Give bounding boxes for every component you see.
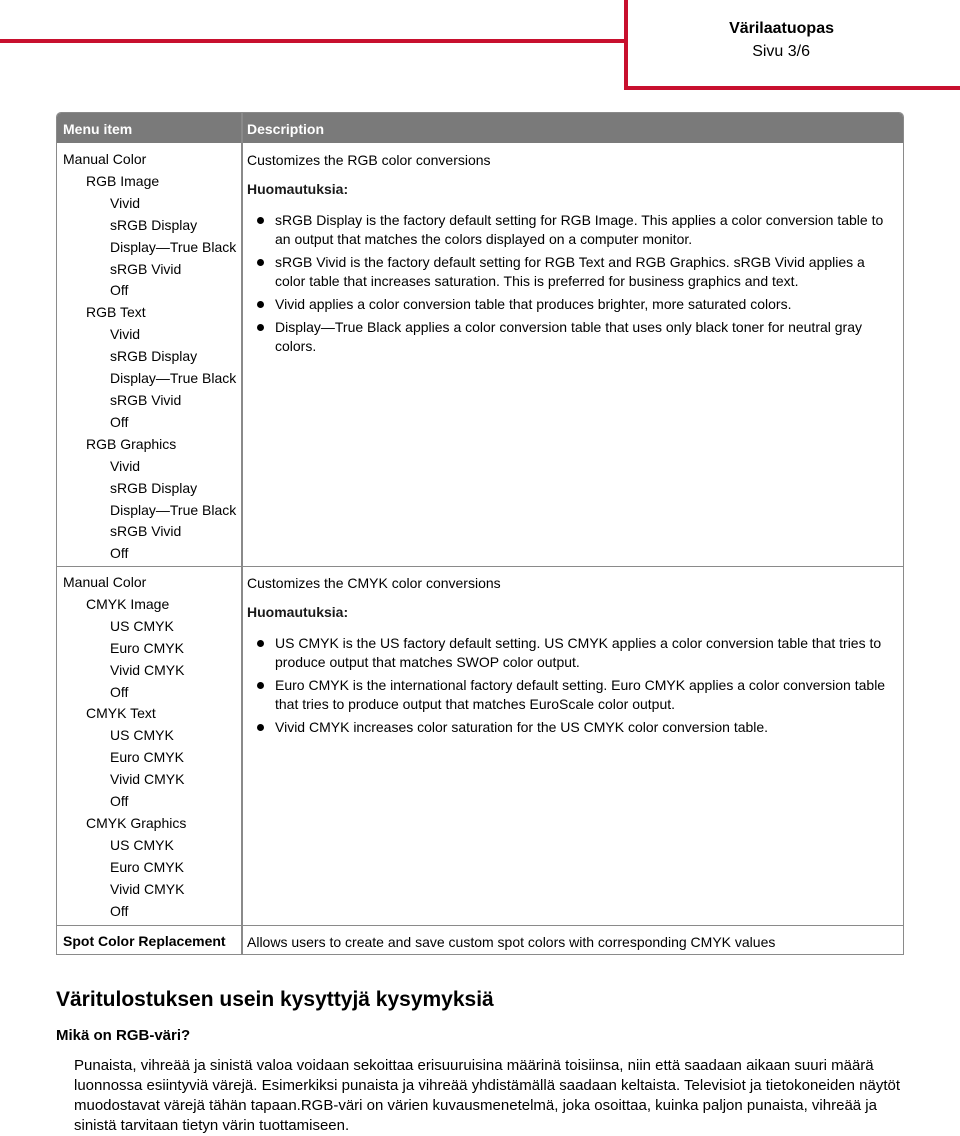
menu-option: Vivid CMYK xyxy=(110,771,185,788)
menu-option: Vivid xyxy=(110,194,141,211)
menu-option: sRGB Vivid xyxy=(110,391,182,408)
menu-item: RGB Image xyxy=(86,172,160,189)
note-text: Euro CMYK is the international factory default setting. Euro CMYK applies a color conversion table that tries to produce output that matches EuroScale color output. xyxy=(275,677,886,712)
menu-option: sRGB Display xyxy=(110,479,198,496)
menu-item: RGB Text xyxy=(86,304,146,321)
menu-option: Vivid xyxy=(110,457,141,474)
note-text: Vivid applies a color conversion table that produces brighter, more saturated colors. xyxy=(275,296,792,312)
note-text: Display—True Black applies a color conversion table that uses only black toner for neutral gray colors. xyxy=(275,319,862,354)
menu-option: Display—True Black xyxy=(110,238,237,255)
description-intro: Customizes the CMYK color conversions xyxy=(247,575,501,591)
bullet-icon xyxy=(257,217,264,224)
menu-item: CMYK Image xyxy=(86,595,170,612)
bullet-icon xyxy=(257,259,264,266)
menu-option: Vivid CMYK xyxy=(110,661,185,678)
col-header-menu-item: Menu item xyxy=(63,121,133,137)
col-header-description: Description xyxy=(247,121,325,137)
column-divider xyxy=(241,113,243,954)
menu-item: CMYK Text xyxy=(86,705,156,722)
menu-item: CMYK Graphics xyxy=(86,814,187,831)
faq-heading: Väritulostuksen usein kysyttyjä kysymyksiä xyxy=(56,988,494,1011)
table-header xyxy=(57,113,903,143)
menu-option: Off xyxy=(110,282,129,299)
list-item xyxy=(247,634,897,672)
bullet-icon xyxy=(257,724,264,731)
bullet-icon xyxy=(257,301,264,308)
list-item xyxy=(247,211,897,249)
menu-option: Off xyxy=(110,413,129,430)
notes-label: Huomautuksia: xyxy=(247,604,349,620)
notes-list xyxy=(247,634,897,737)
menu-item: RGB Graphics xyxy=(86,435,177,452)
row-spot-menu: Spot Color Replacement xyxy=(63,933,226,949)
faq-answer: Punaista, vihreää ja sinistä valoa voidaan sekoittaa erisuuruisina määrinä toisiinsa, niin että saadaan aikaan suuri määrä luonnossa esiintyviä värejä. Esimerkiksi punaista ja vihreää yhdistämällä saadaan keltaista. Televisiot ja tietokoneiden näytöt muodostavat värejä tähän tapaan.RGB-väri on värien kuvausmenetelmä, joka osoittaa, kuinka paljon punaista, vihreää ja sinistä tarvitaan tietyn värin tuottamiseen. xyxy=(74,1057,901,1134)
menu-option: Euro CMYK xyxy=(110,749,184,766)
document-title: Värilaatuopas xyxy=(729,20,834,37)
note-text: sRGB Display is the factory default setting for RGB Image. This applies a color conversion table to an output that matches the colors displayed on a computer monitor. xyxy=(275,212,884,247)
row-spot-description: Allows users to create and save custom spot colors with corresponding CMYK values xyxy=(247,934,776,950)
row-rgb-menu xyxy=(63,149,236,565)
bullet-icon xyxy=(257,324,264,331)
list-item xyxy=(247,295,897,314)
menu-option: US CMYK xyxy=(110,836,174,853)
list-item xyxy=(247,318,897,356)
list-item xyxy=(247,253,897,291)
menu-item: Manual Color xyxy=(63,574,147,590)
notes-list xyxy=(247,211,897,356)
page-number: Sivu 3/6 xyxy=(752,43,810,60)
menu-option: Display—True Black xyxy=(110,370,237,387)
menu-option: Vivid CMYK xyxy=(110,880,185,897)
description-intro: Customizes the RGB color conversions xyxy=(247,152,491,168)
menu-option: Off xyxy=(110,902,129,919)
note-text: US CMYK is the US factory default setting. US CMYK applies a color conversion table that tries to produce output that matches SWOP color output. xyxy=(275,635,882,670)
menu-option: sRGB Vivid xyxy=(110,523,182,540)
menu-option: sRGB Vivid xyxy=(110,260,182,277)
row-cmyk-description xyxy=(247,574,897,741)
bullet-icon xyxy=(257,640,264,647)
menu-option: Euro CMYK xyxy=(110,858,184,875)
menu-option: Off xyxy=(110,545,129,562)
menu-option: Vivid xyxy=(110,326,141,343)
notes-label: Huomautuksia: xyxy=(247,181,349,197)
menu-option: sRGB Display xyxy=(110,216,198,233)
menu-option: US CMYK xyxy=(110,617,174,634)
note-text: sRGB Vivid is the factory default setting for RGB Text and RGB Graphics. sRGB Vivid applies a color table that increases saturation. This is preferred for business graphics and text. xyxy=(275,254,865,289)
row-divider xyxy=(57,566,903,567)
bullet-icon xyxy=(257,682,264,689)
menu-option: US CMYK xyxy=(110,727,174,744)
menu-item: Manual Color xyxy=(63,151,147,167)
menu-option: Display—True Black xyxy=(110,501,237,518)
list-item xyxy=(247,718,897,737)
menu-option: Off xyxy=(110,683,129,700)
menu-table xyxy=(56,112,904,955)
faq-question: Mikä on RGB-väri? xyxy=(56,1027,191,1044)
menu-option: Euro CMYK xyxy=(110,639,184,656)
note-text: Vivid CMYK increases color saturation for the US CMYK color conversion table. xyxy=(275,719,769,735)
menu-option: Off xyxy=(110,793,129,810)
row-cmyk-menu xyxy=(63,572,186,923)
row-divider xyxy=(57,925,903,926)
list-item xyxy=(247,676,897,714)
menu-option: sRGB Display xyxy=(110,348,198,365)
row-rgb-description xyxy=(247,151,897,360)
